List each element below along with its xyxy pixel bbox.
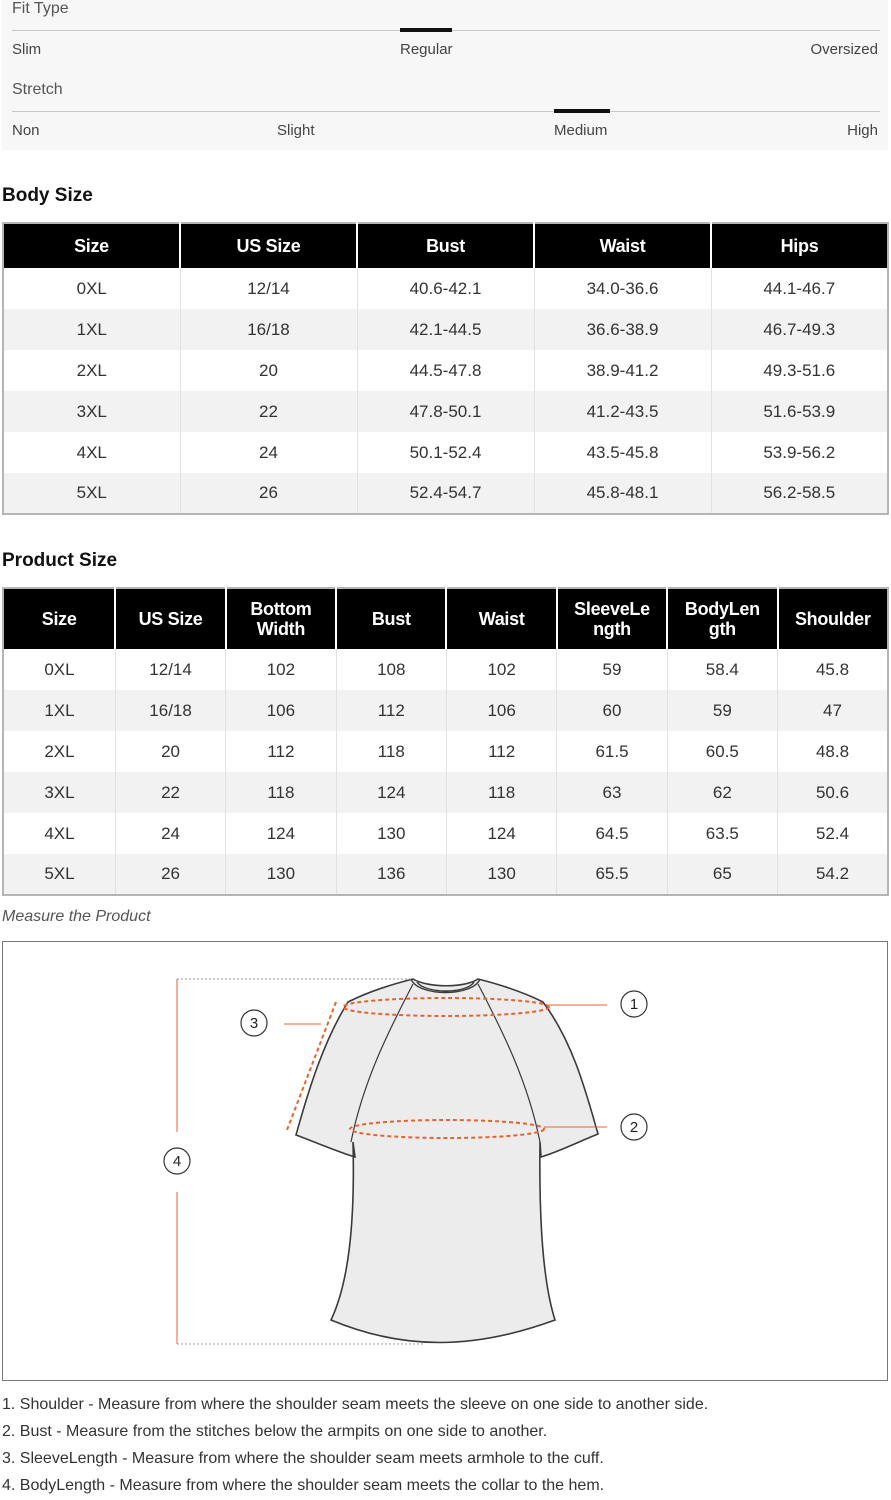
table-cell: 50.6 xyxy=(778,772,888,813)
tshirt-diagram xyxy=(3,942,887,1380)
table-cell: 3XL xyxy=(3,772,115,813)
table-cell: 59 xyxy=(667,690,777,731)
table-cell: 44.1-46.7 xyxy=(711,268,888,309)
table-cell: 118 xyxy=(446,772,556,813)
table-cell: 22 xyxy=(180,391,357,432)
table-row xyxy=(3,432,888,473)
table-cell: 58.4 xyxy=(667,649,777,690)
table-cell: 65.5 xyxy=(557,854,667,895)
note-sleeve-length: 3. SleeveLength - Measure from where the shoulder seam meets armhole to the cuff. xyxy=(2,1450,604,1467)
table-cell: 118 xyxy=(226,772,336,813)
table-cell: 45.8 xyxy=(778,649,888,690)
stretch-option-medium: Medium xyxy=(554,122,608,139)
table-cell: 112 xyxy=(336,690,446,731)
table-cell: 4XL xyxy=(3,813,115,854)
table-cell: 22 xyxy=(115,772,225,813)
table-row xyxy=(3,268,888,309)
column-header xyxy=(357,223,534,268)
product-size-header-row xyxy=(3,588,888,649)
table-cell: 130 xyxy=(336,813,446,854)
table-cell: 63.5 xyxy=(667,813,777,854)
column-header xyxy=(534,223,711,268)
table-cell: 62 xyxy=(667,772,777,813)
column-header-text: ngth xyxy=(593,619,631,639)
table-row xyxy=(3,473,888,514)
table-cell: 60 xyxy=(557,690,667,731)
table-cell: 20 xyxy=(115,731,225,772)
stretch-title: Stretch xyxy=(12,81,63,98)
column-header-text: Width xyxy=(256,619,306,639)
column-header xyxy=(3,588,115,649)
table-cell: 108 xyxy=(336,649,446,690)
table-row xyxy=(3,854,888,895)
column-header xyxy=(3,223,180,268)
table-cell: 124 xyxy=(226,813,336,854)
column-header-text: Size xyxy=(41,609,77,629)
table-cell: 0XL xyxy=(3,649,115,690)
table-cell: 36.6-38.9 xyxy=(534,309,711,350)
column-header xyxy=(446,588,556,649)
column-header-text: Waist xyxy=(478,609,525,629)
table-cell: 54.2 xyxy=(778,854,888,895)
note-shoulder: 1. Shoulder - Measure from where the shoulder seam meets the sleeve on one side to another side. xyxy=(2,1396,709,1413)
table-row xyxy=(3,309,888,350)
table-cell: 102 xyxy=(446,649,556,690)
column-header-text: Bust xyxy=(426,236,465,256)
column-header-text: US Size xyxy=(236,236,301,256)
fit-type-option-slim: Slim xyxy=(12,41,42,58)
table-cell: 12/14 xyxy=(115,649,225,690)
stretch-selected-marker xyxy=(554,109,610,113)
table-cell: 2XL xyxy=(3,350,180,391)
table-cell: 52.4-54.7 xyxy=(357,473,534,514)
table-cell: 47 xyxy=(778,690,888,731)
column-header-text: Bust xyxy=(371,609,411,629)
column-header-text: SleeveLe xyxy=(574,599,650,619)
table-cell: 60.5 xyxy=(667,731,777,772)
stretch-option-high: High xyxy=(847,122,878,139)
measure-title: Measure the Product xyxy=(2,908,151,925)
table-cell: 1XL xyxy=(3,690,115,731)
table-cell: 136 xyxy=(336,854,446,895)
table-cell: 41.2-43.5 xyxy=(534,391,711,432)
stretch-option-non: Non xyxy=(12,122,40,139)
table-cell: 26 xyxy=(115,854,225,895)
table-cell: 24 xyxy=(180,432,357,473)
note-body-length: 4. BodyLength - Measure from where the shoulder seam meets the collar to the hem. xyxy=(2,1477,605,1494)
table-cell: 51.6-53.9 xyxy=(711,391,888,432)
column-header-text: Bottom xyxy=(250,599,312,619)
table-cell: 16/18 xyxy=(115,690,225,731)
table-cell: 16/18 xyxy=(180,309,357,350)
table-cell: 102 xyxy=(226,649,336,690)
measure-diagram xyxy=(2,941,888,1381)
column-header-text: US Size xyxy=(138,609,203,629)
table-cell: 124 xyxy=(336,772,446,813)
column-header-text: Shoulder xyxy=(794,609,871,629)
table-cell: 112 xyxy=(226,731,336,772)
marker-3-label: 3 xyxy=(249,1015,259,1032)
stretch-scale-line xyxy=(12,111,880,112)
column-header xyxy=(778,588,888,649)
column-header xyxy=(336,588,446,649)
column-header-text: BodyLen xyxy=(684,599,760,619)
fit-type-title: Fit Type xyxy=(12,0,69,17)
table-cell: 59 xyxy=(557,649,667,690)
table-cell: 0XL xyxy=(3,268,180,309)
table-cell: 63 xyxy=(557,772,667,813)
product-size-title: Product Size xyxy=(2,550,118,571)
table-cell: 46.7-49.3 xyxy=(711,309,888,350)
table-row xyxy=(3,772,888,813)
table-cell: 52.4 xyxy=(778,813,888,854)
table-cell: 40.6-42.1 xyxy=(357,268,534,309)
table-cell: 2XL xyxy=(3,731,115,772)
marker-4-label: 4 xyxy=(172,1153,182,1170)
column-header-text: gth xyxy=(708,619,736,639)
table-cell: 42.1-44.5 xyxy=(357,309,534,350)
table-row xyxy=(3,649,888,690)
table-cell: 53.9-56.2 xyxy=(711,432,888,473)
body-size-header-row xyxy=(3,223,888,268)
fit-stretch-panel xyxy=(2,0,888,150)
table-cell: 112 xyxy=(446,731,556,772)
table-cell: 4XL xyxy=(3,432,180,473)
column-header xyxy=(115,588,225,649)
table-row xyxy=(3,391,888,432)
table-cell: 50.1-52.4 xyxy=(357,432,534,473)
table-cell: 124 xyxy=(446,813,556,854)
product-size-table xyxy=(2,587,889,896)
table-row xyxy=(3,690,888,731)
tshirt-shape xyxy=(296,979,598,1343)
table-cell: 45.8-48.1 xyxy=(534,473,711,514)
column-header-text: Size xyxy=(74,236,109,256)
table-cell: 43.5-45.8 xyxy=(534,432,711,473)
body-size-title: Body Size xyxy=(2,185,93,206)
table-cell: 12/14 xyxy=(180,268,357,309)
marker-1-label: 1 xyxy=(629,996,639,1013)
table-cell: 130 xyxy=(226,854,336,895)
table-cell: 49.3-51.6 xyxy=(711,350,888,391)
table-cell: 44.5-47.8 xyxy=(357,350,534,391)
column-header xyxy=(226,588,336,649)
column-header xyxy=(180,223,357,268)
table-cell: 48.8 xyxy=(778,731,888,772)
table-cell: 47.8-50.1 xyxy=(357,391,534,432)
table-cell: 5XL xyxy=(3,854,115,895)
note-bust: 2. Bust - Measure from the stitches below the armpits on one side to another. xyxy=(2,1423,548,1440)
table-cell: 26 xyxy=(180,473,357,514)
marker-2-label: 2 xyxy=(629,1119,639,1136)
fit-type-selected-marker xyxy=(400,28,452,32)
body-size-table xyxy=(2,222,889,515)
table-cell: 56.2-58.5 xyxy=(711,473,888,514)
table-cell: 106 xyxy=(446,690,556,731)
table-cell: 130 xyxy=(446,854,556,895)
table-cell: 38.9-41.2 xyxy=(534,350,711,391)
column-header xyxy=(711,223,888,268)
table-cell: 20 xyxy=(180,350,357,391)
table-cell: 1XL xyxy=(3,309,180,350)
table-cell: 61.5 xyxy=(557,731,667,772)
stretch-option-slight: Slight xyxy=(277,122,315,139)
column-header-text: Waist xyxy=(599,236,646,256)
fit-type-option-regular: Regular xyxy=(400,41,453,58)
table-cell: 5XL xyxy=(3,473,180,514)
table-row xyxy=(3,350,888,391)
column-header xyxy=(667,588,777,649)
table-cell: 64.5 xyxy=(557,813,667,854)
column-header xyxy=(557,588,667,649)
column-header-text: Hips xyxy=(780,236,819,256)
fit-type-option-oversized: Oversized xyxy=(810,41,878,58)
table-cell: 3XL xyxy=(3,391,180,432)
table-row xyxy=(3,731,888,772)
table-cell: 118 xyxy=(336,731,446,772)
table-cell: 34.0-36.6 xyxy=(534,268,711,309)
table-cell: 24 xyxy=(115,813,225,854)
table-cell: 65 xyxy=(667,854,777,895)
table-cell: 106 xyxy=(226,690,336,731)
table-row xyxy=(3,813,888,854)
